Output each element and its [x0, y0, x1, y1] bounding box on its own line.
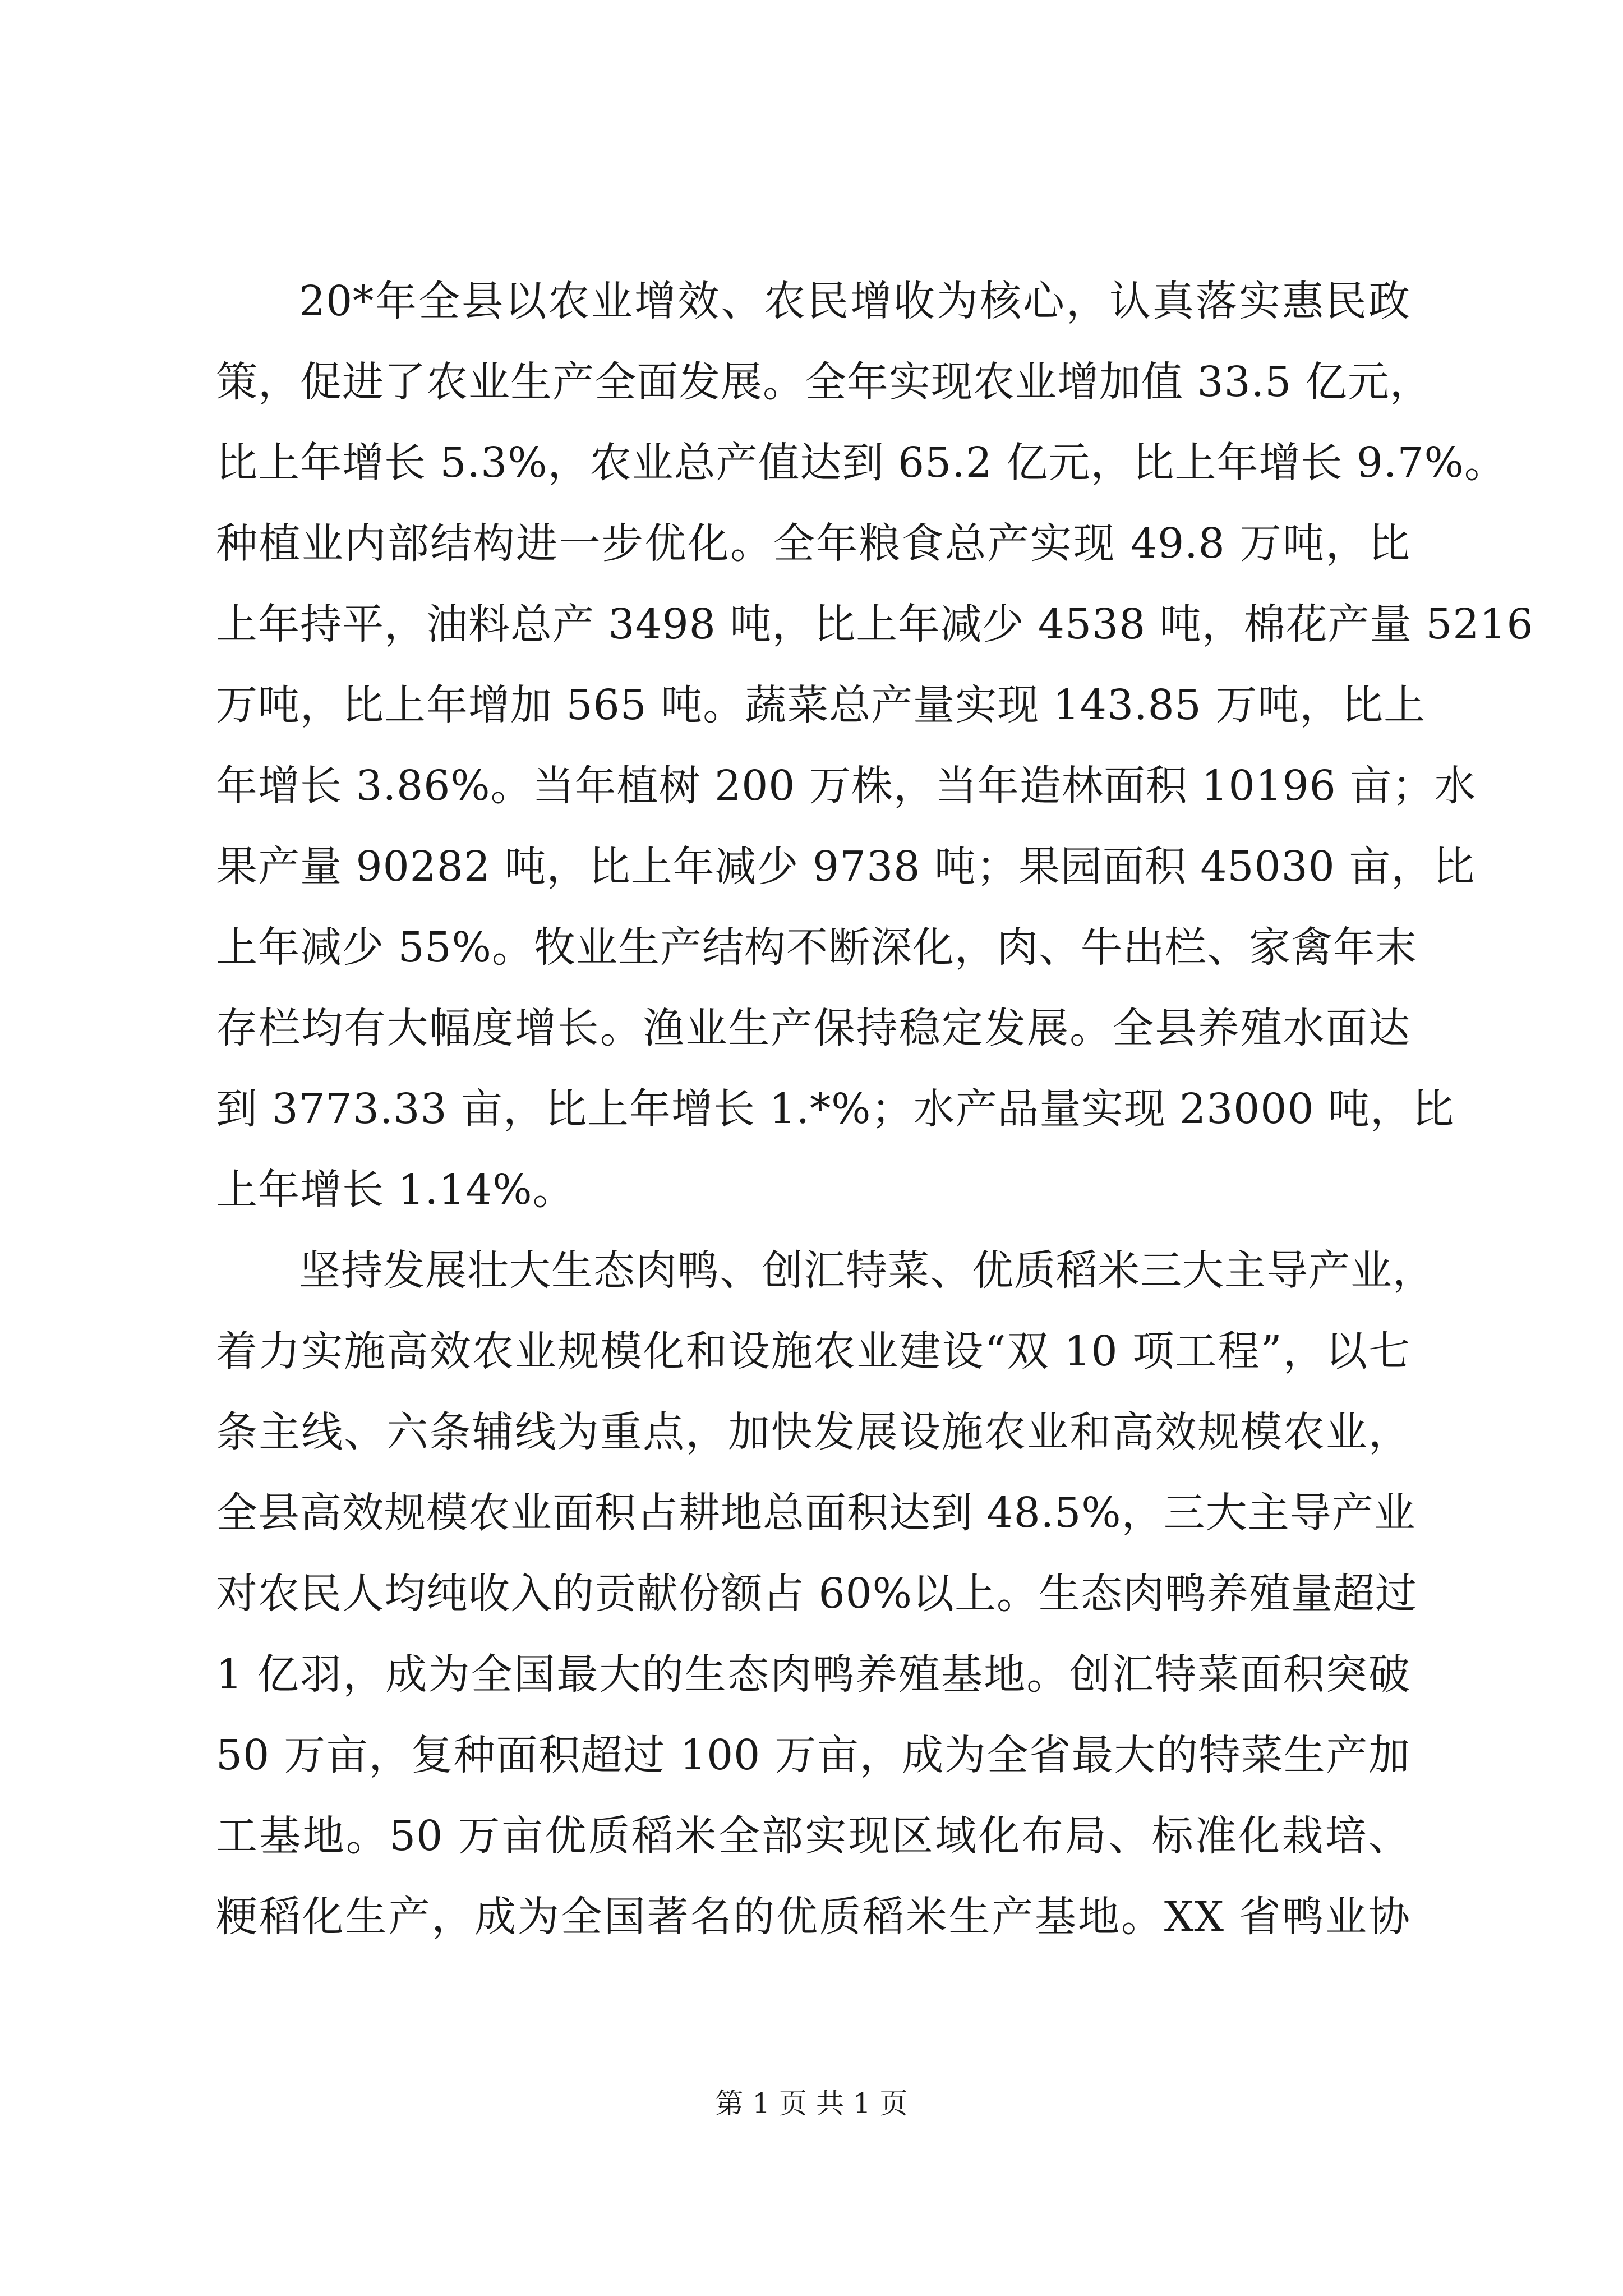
text-line: 工基地。50 万亩优质稻米全部实现区域化布局、标准化栽培、 — [216, 1812, 1410, 1860]
text-line: 全县高效规模农业面积占耕地总面积达到 48.5%，三大主导产业 — [216, 1489, 1416, 1537]
text-line: 着力实施高效农业规模化和设施农业建设“双 10 项工程”，以七 — [216, 1327, 1410, 1375]
text-line: 上年增长 1.14%。 — [216, 1166, 575, 1214]
text-line: 50 万亩，复种面积超过 100 万亩，成为全省最大的特菜生产加 — [216, 1731, 1410, 1779]
page-footer — [0, 2084, 1623, 2123]
document-body — [216, 261, 1534, 1957]
text-line: 种植业内部结构进一步优化。全年粮食总产实现 49.8 万吨，比 — [216, 519, 1410, 568]
text-line: 坚持发展壮大生态肉鸭、创汇特菜、优质稻米三大主导产业， — [299, 1246, 1435, 1295]
text-line: 1 亿羽，成为全国最大的生态肉鸭养殖基地。创汇特菜面积突破 — [216, 1650, 1410, 1699]
text-line: 年增长 3.86%。当年植树 200 万株，当年造林面积 10196 亩；水 — [216, 762, 1477, 810]
text-line: 存栏均有大幅度增长。渔业生产保持稳定发展。全县养殖水面达 — [216, 1004, 1410, 1052]
text-line: 对农民人均纯收入的贡献份额占 60%以上。生态肉鸭养殖量超过 — [216, 1570, 1417, 1618]
text-line: 比上年增长 5.3%，农业总产值达到 65.2 亿元，比上年增长 9.7%。 — [216, 439, 1506, 487]
text-line: 果产量 90282 吨，比上年减少 9738 吨；果园面积 45030 亩，比 — [216, 843, 1476, 891]
text-line: 上年减少 55%。牧业生产结构不断深化，肉、牛出栏、家禽年末 — [216, 923, 1417, 972]
text-line: 策，促进了农业生产全面发展。全年实现农业增加值 33.5 亿元， — [216, 358, 1432, 406]
text-line: 到 3773.33 亩，比上年增长 1.*%；水产品量实现 23000 吨，比 — [216, 1085, 1454, 1133]
text-line: 上年持平，油料总产 3498 吨，比上年减少 4538 吨，棉花产量 5216 — [216, 600, 1534, 648]
text-line: 20*年全县以农业增效、农民增收为核心，认真落实惠民政 — [299, 277, 1410, 325]
text-line: 万吨，比上年增加 565 吨。蔬菜总产量实现 143.85 万吨，比上 — [216, 681, 1426, 729]
page-number-label: 第 1 页 共 1 页 — [715, 2087, 908, 2120]
text-line: 粳稻化生产，成为全国著名的优质稻米生产基地。XX 省鸭业协 — [216, 1893, 1410, 1941]
text-line: 条主线、六条辅线为重点，加快发展设施农业和高效规模农业， — [216, 1408, 1410, 1456]
